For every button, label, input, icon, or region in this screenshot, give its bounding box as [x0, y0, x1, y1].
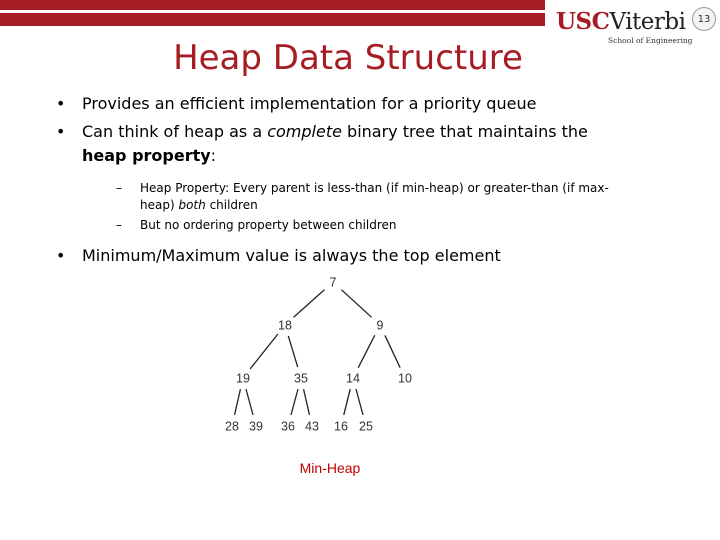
heap-node-label: 10 [398, 371, 412, 386]
heap-node-label: 19 [236, 371, 250, 386]
logo-usc-text: USC [556, 8, 610, 35]
heap-node [232, 367, 254, 389]
heap-edge [356, 389, 363, 416]
heap-node [322, 271, 344, 293]
heap-node-label: 18 [278, 318, 292, 333]
heap-node [330, 415, 352, 437]
header-bar [0, 0, 545, 26]
heap-node-label: 14 [346, 371, 360, 386]
logo-subtitle: School of Engineering [608, 36, 693, 45]
heap-node-label: 9 [376, 318, 384, 333]
heap-node-label: 7 [329, 275, 337, 290]
bold-text: heap property [82, 146, 211, 165]
heap-tree-svg [215, 268, 430, 458]
heap-node-label: 35 [294, 371, 308, 386]
heap-node [342, 367, 364, 389]
bullet-list [56, 92, 636, 272]
heap-edge [344, 389, 351, 416]
heap-node-label: 39 [249, 419, 263, 434]
heap-node-label: 28 [225, 419, 239, 434]
heap-node [355, 415, 377, 437]
logo-viterbi-text: Viterbi [609, 9, 686, 35]
header-bar-stripe [0, 10, 545, 13]
heap-edge [341, 289, 372, 317]
heap-node-label: 36 [281, 419, 295, 434]
page-number: 13 [692, 7, 716, 31]
heap-node-label: 16 [334, 419, 348, 434]
heap-node [245, 415, 267, 437]
slide-title: Heap Data Structure [173, 38, 523, 78]
heap-node [274, 314, 296, 336]
bullet-item: • Provides an efficient implementation for a priority queue [56, 92, 636, 116]
heap-node [277, 415, 299, 437]
italic-text: complete [267, 122, 342, 141]
heap-node [301, 415, 323, 437]
heap-node [394, 367, 416, 389]
heap-node [369, 314, 391, 336]
heap-node [290, 367, 312, 389]
heap-edge [288, 336, 298, 368]
heap-edge [293, 289, 325, 317]
heap-edge [250, 334, 278, 370]
heap-tree-diagram [215, 268, 430, 458]
heap-node-label: 43 [305, 419, 319, 434]
bullet-item: • Can think of heap as a complete binary tree that maintains the heap property: [56, 120, 636, 168]
italic-text: both [178, 198, 206, 212]
sub-bullet-item: – But no ordering property between children [116, 217, 636, 234]
heap-node-label: 25 [359, 419, 373, 434]
sub-bullet-list [116, 180, 636, 234]
heap-edge [385, 335, 401, 368]
heap-edge [358, 335, 375, 368]
bullet-item: • Minimum/Maximum value is always the top element [56, 244, 636, 268]
heap-caption: Min-Heap [299, 460, 361, 476]
heap-edge [291, 389, 298, 416]
sub-bullet-item: – Heap Property: Every parent is less-than (if min-heap) or greater-than (if max-heap) both children [116, 180, 636, 214]
heap-edge [234, 389, 240, 416]
heap-edge [303, 389, 309, 416]
heap-edge [246, 389, 253, 416]
heap-node [221, 415, 243, 437]
